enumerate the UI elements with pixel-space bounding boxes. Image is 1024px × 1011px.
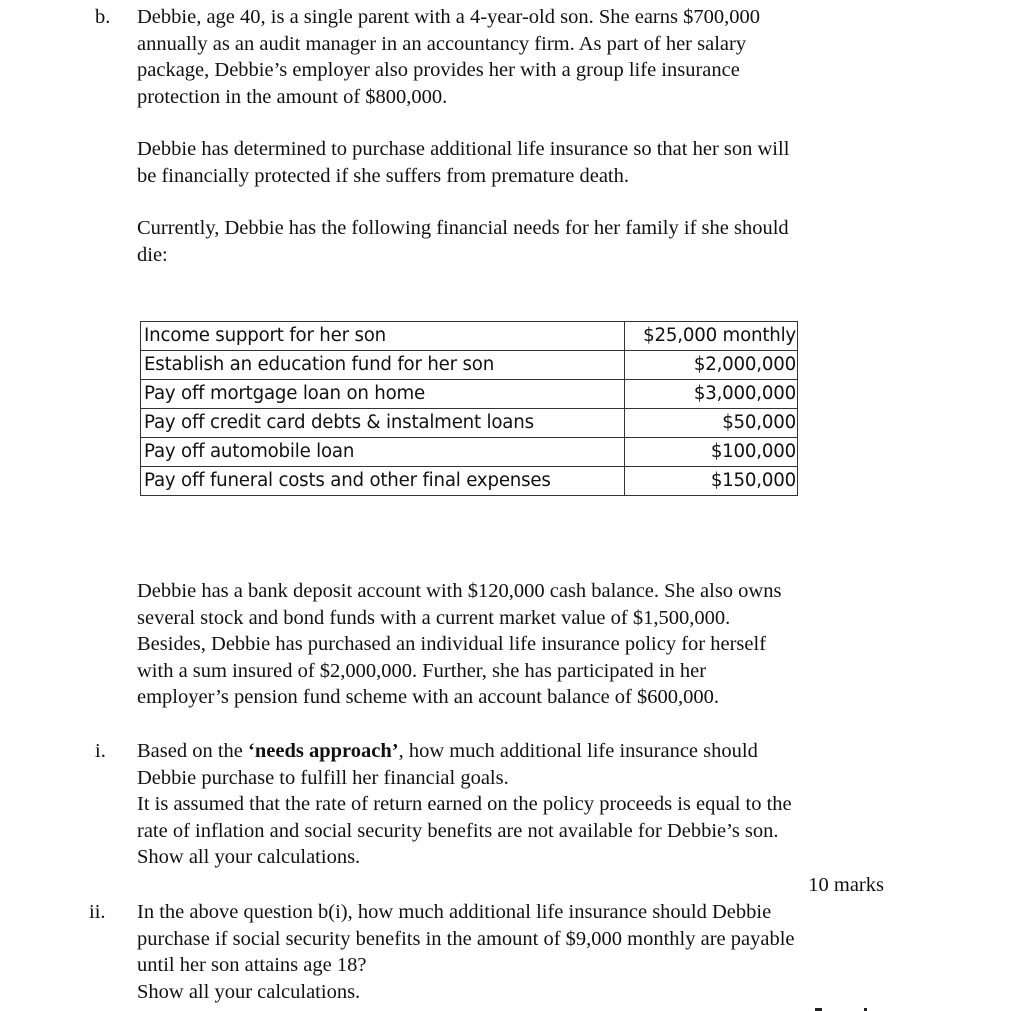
- needs-intro-paragraph: [137, 215, 897, 268]
- intro-line: Debbie, age 40, is a single parent with a 4-year-old son. She earns $700,000: [137, 6, 760, 28]
- part-ii-line: until her son attains age 18?: [137, 954, 367, 977]
- needs-intro-line: Currently, Debbie has the following financial needs for her family if she should: [137, 217, 789, 239]
- part-i-suffix: , how much additional life insurance should: [398, 740, 758, 762]
- table-row: [141, 467, 798, 496]
- table-row: [141, 322, 798, 351]
- assets-line: with a sum insured of $2,000,000. Further, she has participated in her: [137, 659, 707, 682]
- needs-approach-term: ‘needs approach’: [248, 740, 399, 762]
- need-item: Income support for her son: [141, 322, 625, 351]
- assets-line: Besides, Debbie has purchased an individual life insurance policy for herself: [137, 633, 767, 656]
- part-ii-label: ii.: [89, 901, 106, 923]
- need-amount: $3,000,000: [625, 380, 798, 409]
- part-i-line: Debbie purchase to fulfill her financial goals.: [137, 766, 509, 789]
- needs-intro-line: die:: [137, 243, 168, 266]
- intro-line: package, Debbie’s employer also provides her with a group life insurance: [137, 59, 740, 82]
- part-ii-line: In the above question b(i), how much additional life insurance should Debbie: [137, 901, 772, 923]
- question-label: b.: [95, 6, 111, 28]
- need-item: Pay off mortgage loan on home: [141, 380, 625, 409]
- part-i-line: Show all your calculations.: [137, 846, 361, 869]
- intro-line: protection in the amount of $800,000.: [137, 85, 448, 108]
- table-row: [141, 409, 798, 438]
- part-i-prefix: Based on the: [137, 740, 249, 762]
- need-item: Pay off credit card debts & instalment loans: [141, 409, 625, 438]
- part-i-line: It is assumed that the rate of return earned on the policy proceeds is equal to the: [137, 793, 792, 816]
- part-i-marks: 10 marks: [808, 874, 884, 896]
- need-amount: $150,000: [625, 467, 798, 496]
- assets-paragraph: [137, 578, 897, 711]
- part-ii-line: purchase if social security benefits in the amount of $9,000 monthly are payable: [137, 927, 795, 950]
- need-amount: $25,000 monthly: [625, 322, 798, 351]
- part-i-line: [137, 738, 897, 765]
- assets-line: employer’s pension fund scheme with an account balance of $600,000.: [137, 686, 719, 709]
- part-i-label: i.: [95, 740, 106, 762]
- part-i-line: rate of inflation and social security benefits are not available for Debbie’s son.: [137, 819, 779, 842]
- intro-line: annually as an audit manager in an accountancy firm. As part of her salary: [137, 32, 747, 55]
- need-amount: $2,000,000: [625, 351, 798, 380]
- table-row: [141, 438, 798, 467]
- part-i-text: [137, 738, 897, 871]
- intro-paragraph: [137, 4, 897, 110]
- need-amount: $100,000: [625, 438, 798, 467]
- purpose-line: be financially protected if she suffers from premature death.: [137, 164, 629, 187]
- assets-line: several stock and bond funds with a current market value of $1,500,000.: [137, 606, 731, 629]
- financial-needs-table: [140, 321, 798, 496]
- purpose-line: Debbie has determined to purchase additional life insurance so that her son will: [137, 138, 790, 160]
- need-item: Pay off automobile loan: [141, 438, 625, 467]
- need-item: Establish an education fund for her son: [141, 351, 625, 380]
- purpose-paragraph: [137, 136, 897, 189]
- table-row: [141, 351, 798, 380]
- part-ii-text: [137, 899, 897, 1005]
- need-item: Pay off funeral costs and other final expenses: [141, 467, 625, 496]
- assets-line: Debbie has a bank deposit account with $120,000 cash balance. She also owns: [137, 580, 782, 602]
- need-amount: $50,000: [625, 409, 798, 438]
- table-row: [141, 380, 798, 409]
- part-ii-line: Show all your calculations.: [137, 980, 361, 1003]
